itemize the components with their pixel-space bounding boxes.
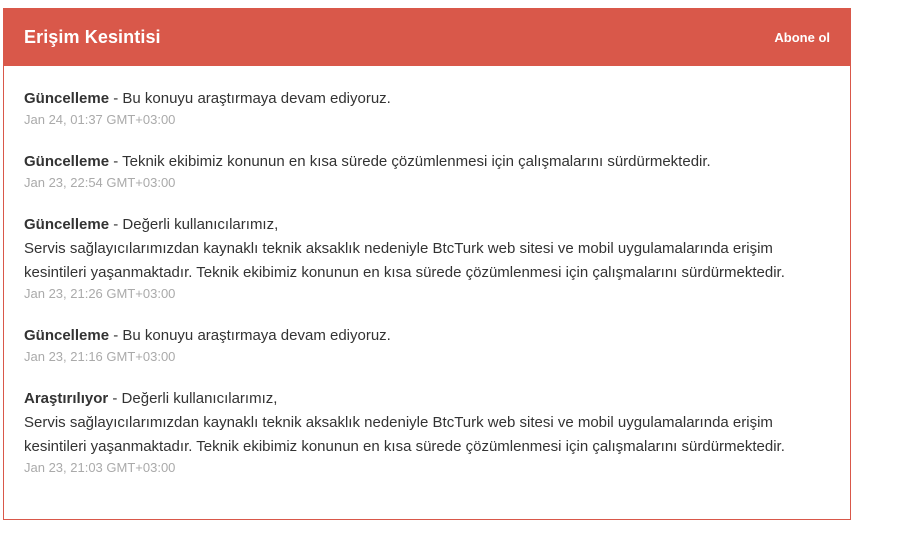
update-separator: -	[108, 390, 122, 407]
update-message: Değerli kullanıcılarımız, Servis sağlayıcılarımızdan kaynaklı teknik aksaklık nedeniyle BtcTurk web sitesi ve mobil uygulamalarında erişim kesintileri yaşanmaktadır. Teknik ekibimiz konunun en kısa sürede çözümlenmesi için çalışmalarını sürdürmektedir.	[24, 390, 785, 455]
update-body	[24, 150, 830, 174]
update-timestamp: Jan 23, 21:03 GMT+03:00	[24, 460, 176, 475]
update-message: Değerli kullanıcılarımız, Servis sağlayıcılarımızdan kaynaklı teknik aksaklık nedeniyle BtcTurk web sitesi ve mobil uygulamalarında erişim kesintileri yaşanmaktadır. Teknik ekibimiz konunun en kısa sürede çözümlenmesi için çalışmalarını sürdürmektedir.	[24, 216, 785, 281]
update-message: Bu konuyu araştırmaya devam ediyoruz.	[122, 327, 391, 344]
update-body	[24, 213, 830, 285]
update-body	[24, 387, 830, 459]
incident-header	[4, 9, 850, 66]
update-item	[24, 213, 830, 303]
update-item	[24, 387, 830, 477]
update-separator: -	[109, 90, 123, 107]
incident-title: Erişim Kesintisi	[24, 27, 161, 47]
update-separator: -	[109, 327, 123, 344]
update-item	[24, 324, 830, 366]
incident-panel	[3, 8, 851, 520]
update-timestamp: Jan 23, 22:54 GMT+03:00	[24, 175, 176, 190]
update-status: Güncelleme	[24, 216, 110, 233]
update-list	[4, 66, 850, 477]
subscribe-button[interactable]: Abone ol	[774, 30, 830, 45]
update-message: Bu konuyu araştırmaya devam ediyoruz.	[122, 90, 391, 107]
update-separator: -	[109, 216, 123, 233]
update-body	[24, 87, 830, 111]
update-status: Güncelleme	[24, 90, 110, 107]
update-timestamp: Jan 24, 01:37 GMT+03:00	[24, 112, 176, 127]
update-status: Güncelleme	[24, 327, 110, 344]
update-item	[24, 87, 830, 129]
update-separator: -	[109, 153, 123, 170]
update-timestamp: Jan 23, 21:16 GMT+03:00	[24, 349, 176, 364]
update-message: Teknik ekibimiz konunun en kısa sürede çözümlenmesi için çalışmalarını sürdürmektedir.	[122, 153, 711, 170]
update-status: Araştırılıyor	[24, 390, 109, 407]
update-timestamp: Jan 23, 21:26 GMT+03:00	[24, 286, 176, 301]
update-item	[24, 150, 830, 192]
update-status: Güncelleme	[24, 153, 110, 170]
update-body	[24, 324, 830, 348]
